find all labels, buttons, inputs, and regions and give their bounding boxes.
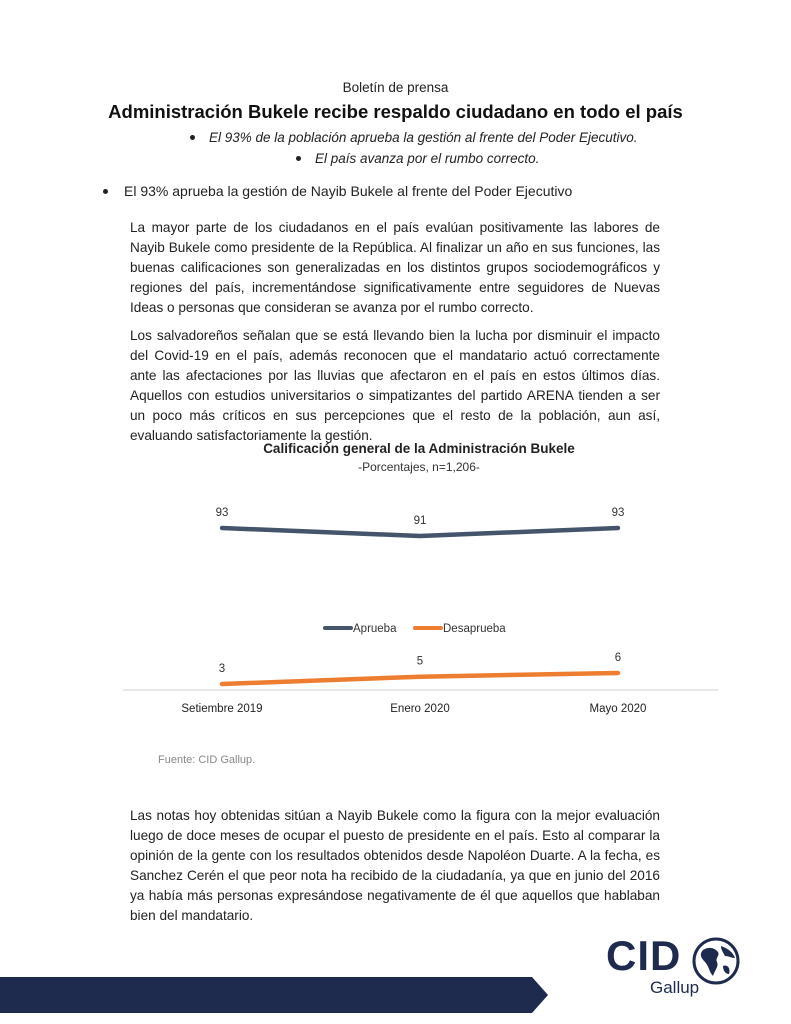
data-label: 91 (413, 515, 427, 527)
data-label: 5 (416, 655, 424, 668)
highlight-text: El 93% de la población aprueba la gestión al frente del Poder Ejecutivo. (209, 130, 638, 145)
chart-subtitle: -Porcentajes, n=1,206- (358, 460, 480, 474)
logo-brand: CID (606, 932, 682, 979)
x-tick-label: Mayo 2020 (589, 703, 647, 715)
series-line-aprueba (222, 528, 618, 536)
logo-sub: Gallup (650, 978, 700, 997)
x-tick-label: Enero 2020 (390, 703, 450, 715)
highlight-text: El país avanza por el rumbo correcto. (315, 151, 540, 166)
globe-icon (691, 936, 741, 986)
paragraph: Los salvadoreños señalan que se está llevando bien la lucha por disminuir el impacto del Covid-19 en el país, además reconocen que el mandatario actuó correctamente ante las afectaciones por las lluvias que afectaron en el país en estos últimos días. Aquellos con estudios universitarios o simpatizantes del partido ARENA tienden a ser un poco más críticos en sus percepciones que el resto de la población, aun así, evaluando satisfactoriamente la gestión. (130, 328, 660, 443)
x-tick-label: Setiembre 2019 (181, 703, 263, 715)
data-label: 3 (218, 663, 226, 675)
headline: Administración Bukele recibe respaldo ciudadano en todo el país (108, 101, 683, 122)
cid-gallup-logo (604, 932, 744, 1002)
series-line-desaprueba (222, 673, 618, 684)
legend-label: Aprueba (353, 623, 397, 635)
chart-title: Calificación general de la Administración Bukele (263, 441, 575, 456)
data-label: 93 (611, 507, 625, 519)
data-label: 6 (614, 652, 622, 664)
paragraph: La mayor parte de los ciudadanos en el país evalúan positivamente las labores de Nayib Bukele como presidente de la República. Al finalizar un año en sus funciones, las buenas calificaciones son generalizadas en los distintos grupos sociodemográficos y regiones del país, incrementándose significativamente entre seguidores de Nuevas Ideas o personas que consideran se avanza por el rumbo correcto. (130, 220, 660, 315)
legend-label: Desaprueba (443, 623, 506, 635)
footer-bar (0, 977, 548, 1013)
source-note: Fuente: CID Gallup. (158, 754, 256, 766)
paragraph: Las notas hoy obtenidas sitúan a Nayib Bukele como la figura con la mejor evaluación luego de doce meses de ocupar el puesto de presidente en el país. Esto al comparar la opinión de la gente con los resultados obtenidos desde Napoléon Duarte. A la fecha, es Sanchez Cerén el que peor nota ha recibido de la ciudadanía, ya que en junio del 2016 ya había más personas expresándose negativamente de él que aquellos que hablaban bien del mandatario. (130, 808, 660, 923)
press-kicker: Boletín de prensa (342, 80, 449, 95)
data-label: 93 (215, 507, 229, 519)
section-heading-text: El 93% aprueba la gestión de Nayib Bukele al frente del Poder Ejecutivo (124, 183, 573, 199)
